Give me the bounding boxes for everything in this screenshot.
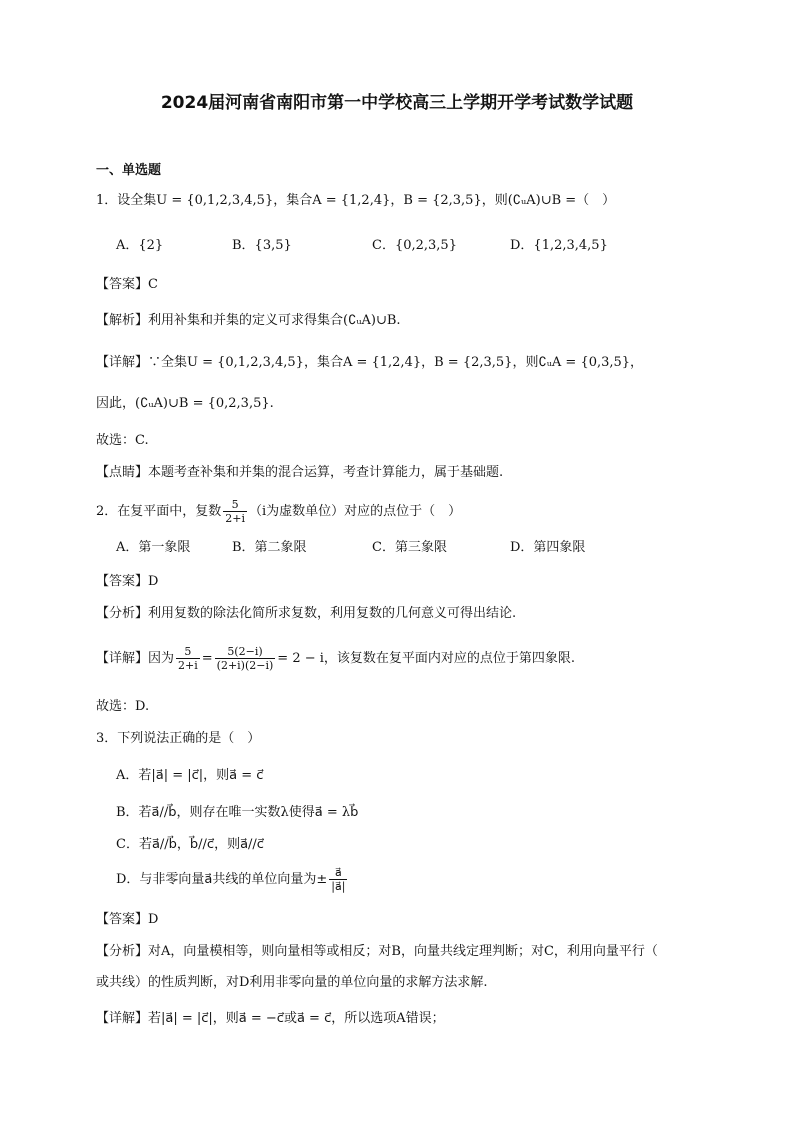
page-title: 2024届河南省南阳市第一中学校高三上学期开学考试数学试题 [160, 93, 634, 113]
q2-detail-fraction2 [215, 645, 276, 672]
q2-fraction-num: 5 [223, 498, 247, 512]
q3-option-d-num: a⃗ [329, 866, 347, 880]
q2-detail-eq2: = 2 − i，该复数在复平面内对应的点位于第四象限. [277, 651, 576, 666]
q1-option-a: A．{2} [116, 238, 164, 253]
q3-option-d-pre: D．与非零向量a⃗共线的单位向量为± [116, 872, 328, 887]
q2-stem [96, 497, 461, 527]
q2-detail-eq1: = [201, 651, 213, 666]
q1-stem: 1．设全集U = {0,1,2,3,4,5}，集合A = {1,2,4}，B = {2,3,5}，则(∁ᵤA)∪B =（ ） [96, 193, 616, 208]
q2-option-d: D．第四象限 [510, 540, 586, 555]
q2-option-c: C．第三象限 [372, 540, 447, 555]
q2-analysis: 【分析】利用复数的除法化简所求复数，利用复数的几何意义可得出结论. [96, 606, 517, 621]
q2-detail-fraction1-num: 5 [176, 645, 200, 659]
q3-option-d-fraction [329, 866, 347, 893]
q1-comment: 【点睛】本题考查补集和并集的混合运算，考查计算能力，属于基础题. [96, 465, 504, 480]
q2-stem-post: （i为虚数单位）对应的点位于（ ） [249, 504, 462, 519]
q2-option-b: B．第二象限 [232, 540, 307, 555]
q2-fraction [223, 498, 247, 525]
q3-analysis-line2: 或共线）的性质判断，对D利用非零向量的单位向量的求解方法求解. [96, 975, 488, 990]
q1-choice: 故选：C. [96, 433, 149, 448]
q3-option-c: C．若a⃗//b⃗，b⃗//c⃗，则a⃗//c⃗ [116, 837, 264, 852]
q3-option-d [116, 862, 349, 898]
q1-option-b: B．{3,5} [232, 238, 292, 253]
q1-option-c: C．{0,2,3,5} [372, 238, 457, 253]
q3-stem: 3．下列说法正确的是（ ） [96, 731, 261, 746]
q2-detail [96, 639, 575, 679]
q3-option-b: B．若a⃗//b⃗，则存在唯一实数λ使得a⃗ = λb⃗ [116, 805, 359, 820]
q3-option-d-den: |a⃗| [331, 880, 346, 893]
q2-detail-fraction1 [176, 645, 200, 672]
q1-detail-line2: 因此，(∁ᵤA)∪B = {0,2,3,5}. [96, 396, 274, 411]
q3-answer: 【答案】D [96, 912, 159, 927]
q1-option-d: D．{1,2,3,4,5} [510, 238, 608, 253]
q3-analysis-line1: 【分析】对A，向量模相等，则向量相等或相反；对B，向量共线定理判断；对C，利用向量平行（ [96, 944, 658, 959]
q2-choice: 故选：D. [96, 699, 150, 714]
q2-stem-pre: 2．在复平面中，复数 [96, 504, 222, 519]
q2-detail-fraction1-den: 2+i [178, 659, 198, 672]
q2-detail-pre: 【详解】因为 [96, 651, 175, 666]
section-heading: 一、单选题 [96, 163, 162, 178]
q1-analysis: 【解析】利用补集和并集的定义可求得集合(∁ᵤA)∪B. [96, 313, 401, 328]
q1-detail-line1: 【详解】∵全集U = {0,1,2,3,4,5}，集合A = {1,2,4}，B = {2,3,5}，则∁ᵤA = {0,3,5}， [96, 355, 644, 370]
q2-detail-fraction2-den: (2+i)(2−i) [216, 659, 274, 672]
q2-fraction-den: 2+i [225, 512, 246, 525]
q3-detail: 【详解】若|a⃗| = |c⃗|，则a⃗ = −c⃗或a⃗ = c⃗，所以选项A错误； [96, 1011, 445, 1026]
q2-detail-fraction2-num: 5(2−i) [215, 645, 276, 659]
q2-answer: 【答案】D [96, 574, 159, 589]
q1-answer: 【答案】C [96, 277, 158, 292]
q3-option-a: A．若|a⃗| = |c⃗|，则a⃗ = c⃗ [116, 768, 264, 783]
q2-option-a: A．第一象限 [116, 540, 191, 555]
